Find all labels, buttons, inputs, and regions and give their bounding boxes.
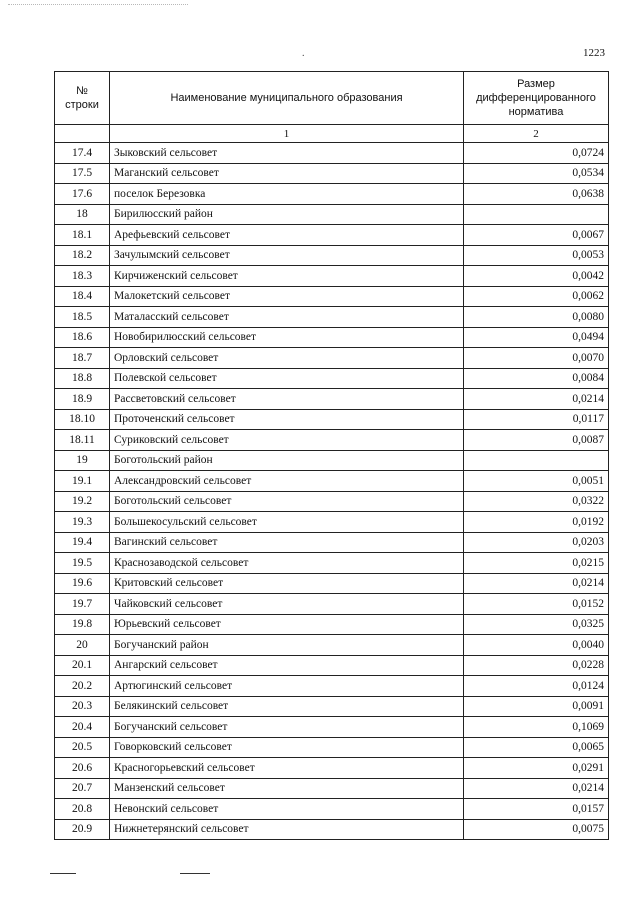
row-number: 18.11: [55, 430, 110, 451]
column-index-row: [55, 125, 609, 143]
municipality-name: Кирчиженский сельсовет: [110, 266, 464, 287]
table-row: [55, 225, 609, 246]
row-number: 20.6: [55, 758, 110, 779]
scan-artifact-top: [8, 4, 188, 8]
norm-value: 0,0080: [464, 307, 609, 328]
table-row: [55, 573, 609, 594]
table-row: [55, 348, 609, 369]
municipality-name: Зачулымский сельсовет: [110, 245, 464, 266]
row-number: 20.3: [55, 696, 110, 717]
table-row: [55, 286, 609, 307]
municipality-name: Зыковский сельсовет: [110, 143, 464, 164]
table-row: [55, 327, 609, 348]
row-number: 19.5: [55, 553, 110, 574]
row-number: 17.4: [55, 143, 110, 164]
table-row: [55, 430, 609, 451]
row-number: 17.5: [55, 163, 110, 184]
norm-value: 0,0065: [464, 737, 609, 758]
table-row: [55, 594, 609, 615]
table-row: [55, 717, 609, 738]
norm-value: 0,0322: [464, 491, 609, 512]
municipality-name: Юрьевский сельсовет: [110, 614, 464, 635]
row-number: 18.1: [55, 225, 110, 246]
column-index-empty: [55, 125, 110, 143]
municipality-name: Артюгинский сельсовет: [110, 676, 464, 697]
municipality-name: Ангарский сельсовет: [110, 655, 464, 676]
municipality-name: Маталасский сельсовет: [110, 307, 464, 328]
norm-value: 0,0215: [464, 553, 609, 574]
row-number: 18.3: [55, 266, 110, 287]
header-norm-size: Размер дифференцированного норматива: [464, 72, 609, 125]
municipality-name: поселок Березовка: [110, 184, 464, 205]
municipality-name: Александровский сельсовет: [110, 471, 464, 492]
norm-value: 0,0084: [464, 368, 609, 389]
municipality-name: Рассветовский сельсовет: [110, 389, 464, 410]
norm-value: 0,0157: [464, 799, 609, 820]
municipality-name: Вагинский сельсовет: [110, 532, 464, 553]
row-number: 19.1: [55, 471, 110, 492]
norm-value: 0,0494: [464, 327, 609, 348]
column-index-2: 2: [464, 125, 609, 143]
municipality-name: Большекосульский сельсовет: [110, 512, 464, 533]
norm-value: 0,0291: [464, 758, 609, 779]
norm-value: [464, 450, 609, 471]
row-number: 20.9: [55, 819, 110, 840]
norm-value: 0,0214: [464, 778, 609, 799]
row-number: 18: [55, 204, 110, 225]
municipality-name: Критовский сельсовет: [110, 573, 464, 594]
municipality-name: Чайковский сельсовет: [110, 594, 464, 615]
row-number: 20: [55, 635, 110, 656]
norm-value: [464, 204, 609, 225]
row-number: 19.4: [55, 532, 110, 553]
table-row: [55, 450, 609, 471]
row-number: 19.2: [55, 491, 110, 512]
municipality-name: Говорковский сельсовет: [110, 737, 464, 758]
norm-value: 0,0087: [464, 430, 609, 451]
norm-value: 0,0203: [464, 532, 609, 553]
norm-value: 0,0124: [464, 676, 609, 697]
table-row: [55, 778, 609, 799]
municipality-name: Белякинский сельсовет: [110, 696, 464, 717]
table-row: [55, 799, 609, 820]
footer-line-left: [50, 873, 76, 874]
column-index-1: 1: [110, 125, 464, 143]
norm-value: 0,0042: [464, 266, 609, 287]
table-row: [55, 635, 609, 656]
municipality-name: Орловский сельсовет: [110, 348, 464, 369]
norm-value: 0,0228: [464, 655, 609, 676]
norm-value: 0,0214: [464, 573, 609, 594]
table-row: [55, 696, 609, 717]
municipality-name: Маганский сельсовет: [110, 163, 464, 184]
row-number: 20.4: [55, 717, 110, 738]
norm-value: 0,0117: [464, 409, 609, 430]
norm-value: 0,0040: [464, 635, 609, 656]
table-row: [55, 266, 609, 287]
municipality-name: Новобирилюсский сельсовет: [110, 327, 464, 348]
table-row: [55, 655, 609, 676]
table-row: [55, 491, 609, 512]
table-row: [55, 389, 609, 410]
row-number: 18.9: [55, 389, 110, 410]
norm-value: 0,0534: [464, 163, 609, 184]
header-row-number: № строки: [55, 72, 110, 125]
page-dot: .: [302, 48, 305, 59]
norm-value: 0,0214: [464, 389, 609, 410]
table-row: [55, 307, 609, 328]
row-number: 20.1: [55, 655, 110, 676]
row-number: 18.6: [55, 327, 110, 348]
row-number: 20.7: [55, 778, 110, 799]
municipality-name: Проточенский сельсовет: [110, 409, 464, 430]
row-number: 20.2: [55, 676, 110, 697]
page-number: 1223: [583, 47, 605, 59]
municipality-name: Невонский сельсовет: [110, 799, 464, 820]
table-row: [55, 614, 609, 635]
table-header: [55, 72, 609, 143]
table-row: [55, 471, 609, 492]
row-number: 19.6: [55, 573, 110, 594]
row-number: 17.6: [55, 184, 110, 205]
table-row: [55, 245, 609, 266]
row-number: 20.8: [55, 799, 110, 820]
norm-value: 0,0067: [464, 225, 609, 246]
footer-line-right: [180, 873, 210, 874]
norm-value: 0,0070: [464, 348, 609, 369]
municipality-name: Малокетский сельсовет: [110, 286, 464, 307]
municipality-name: Боготольский район: [110, 450, 464, 471]
norm-value: 0,0051: [464, 471, 609, 492]
norms-table: [54, 71, 609, 840]
norm-value: 0,0075: [464, 819, 609, 840]
municipality-name: Богучанский сельсовет: [110, 717, 464, 738]
table-row: [55, 676, 609, 697]
row-number: 19.3: [55, 512, 110, 533]
row-number: 18.8: [55, 368, 110, 389]
row-number: 18.2: [55, 245, 110, 266]
table-row: [55, 163, 609, 184]
norm-value: 0,0638: [464, 184, 609, 205]
row-number: 19.8: [55, 614, 110, 635]
table-row: [55, 532, 609, 553]
municipality-name: Суриковский сельсовет: [110, 430, 464, 451]
norm-value: 0,0724: [464, 143, 609, 164]
row-number: 18.5: [55, 307, 110, 328]
table-row: [55, 368, 609, 389]
municipality-name: Арефьевский сельсовет: [110, 225, 464, 246]
municipality-name: Красногорьевский сельсовет: [110, 758, 464, 779]
row-number: 18.7: [55, 348, 110, 369]
table-row: [55, 143, 609, 164]
norm-value: 0,0091: [464, 696, 609, 717]
municipality-name: Манзенский сельсовет: [110, 778, 464, 799]
table-row: [55, 737, 609, 758]
table-row: [55, 409, 609, 430]
table-row: [55, 204, 609, 225]
table-row: [55, 184, 609, 205]
municipality-name: Краснозаводской сельсовет: [110, 553, 464, 574]
table-body: [55, 143, 609, 840]
norm-value: 0,0325: [464, 614, 609, 635]
row-number: 19: [55, 450, 110, 471]
norm-value: 0,0192: [464, 512, 609, 533]
table-row: [55, 553, 609, 574]
norm-value: 0,0062: [464, 286, 609, 307]
row-number: 19.7: [55, 594, 110, 615]
municipality-name: Бирилюсский район: [110, 204, 464, 225]
table-row: [55, 819, 609, 840]
row-number: 18.10: [55, 409, 110, 430]
municipality-name: Полевской сельсовет: [110, 368, 464, 389]
header-municipality-name: Наименование муниципального образования: [110, 72, 464, 125]
municipality-name: Нижнетерянский сельсовет: [110, 819, 464, 840]
norm-value: 0,1069: [464, 717, 609, 738]
row-number: 20.5: [55, 737, 110, 758]
municipality-name: Боготольский сельсовет: [110, 491, 464, 512]
norm-value: 0,0053: [464, 245, 609, 266]
table-row: [55, 758, 609, 779]
norm-value: 0,0152: [464, 594, 609, 615]
municipality-name: Богучанский район: [110, 635, 464, 656]
table-row: [55, 512, 609, 533]
row-number: 18.4: [55, 286, 110, 307]
